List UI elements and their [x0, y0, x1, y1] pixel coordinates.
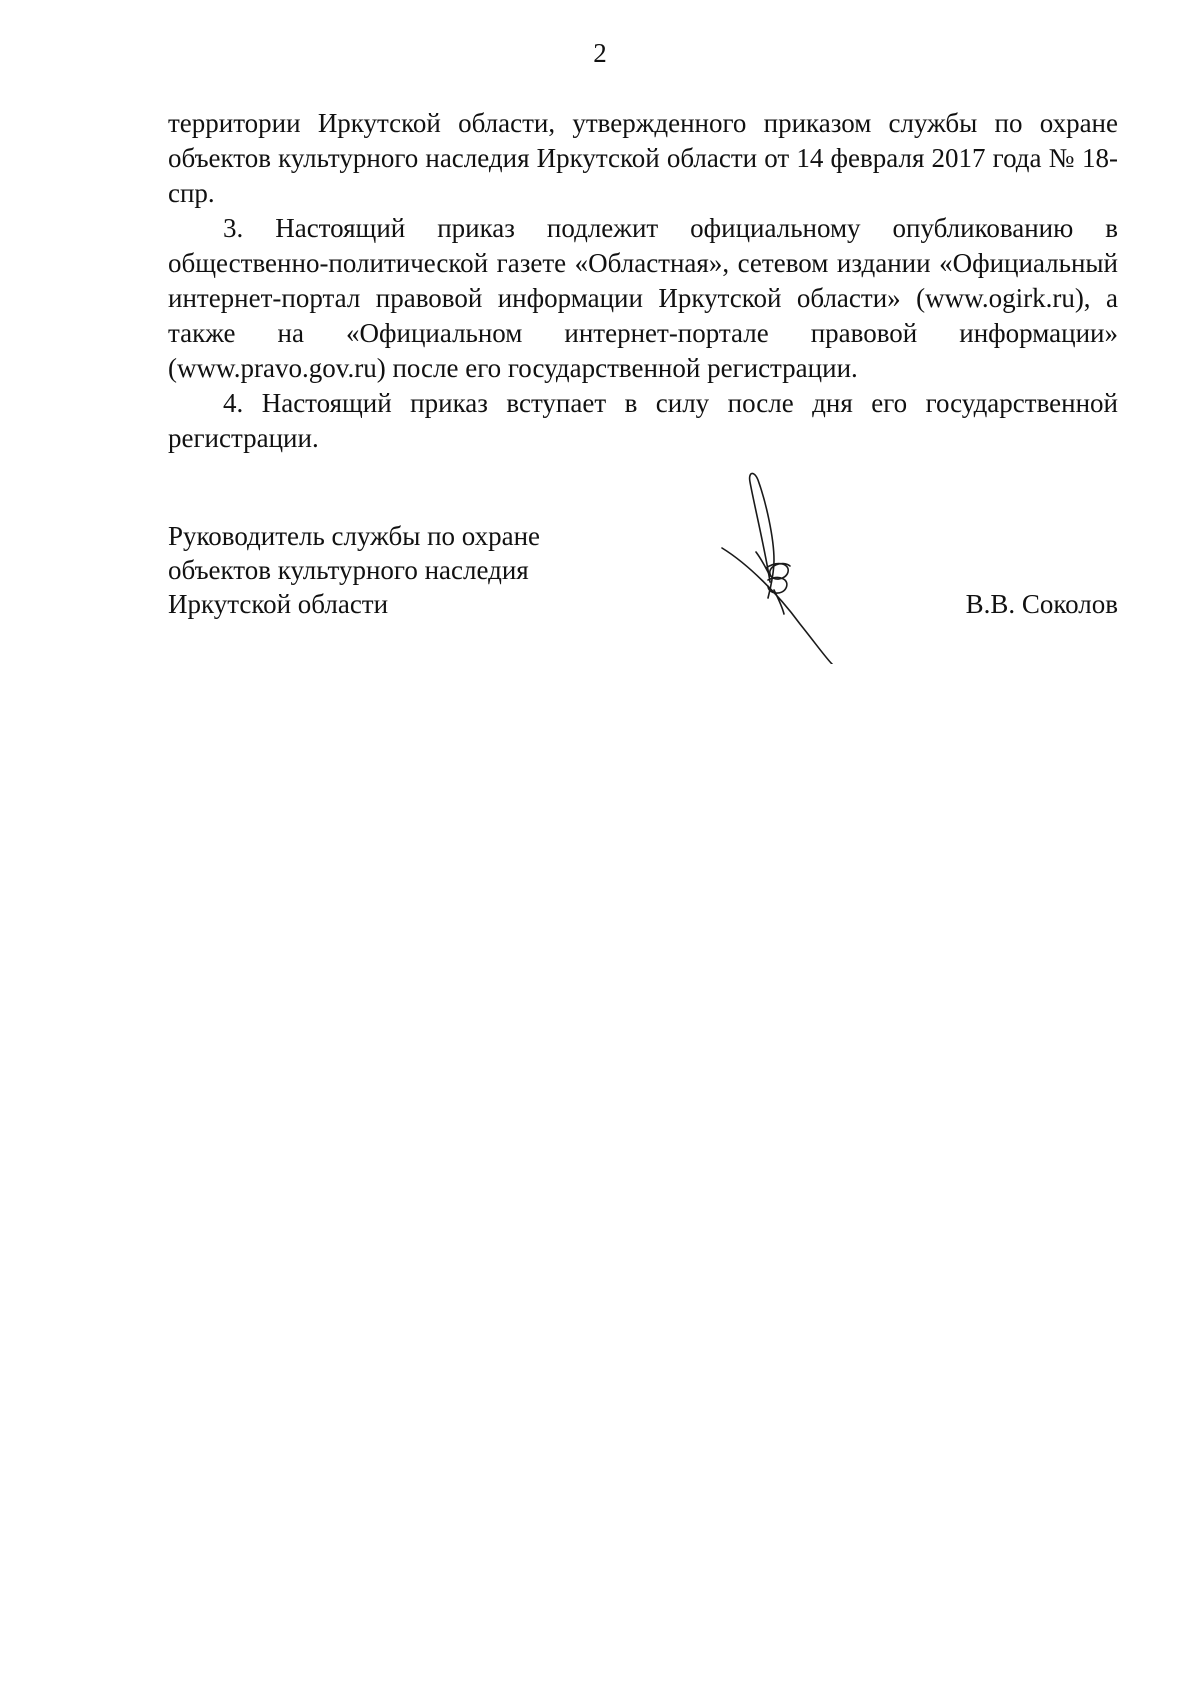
paragraph-4-effective-date: 4. Настоящий приказ вступает в силу после дня его государственной регистрации. — [168, 388, 1118, 453]
signer-title-line: объектов культурного наследия — [168, 555, 529, 585]
document-body — [168, 106, 1118, 456]
handwritten-signature — [708, 464, 868, 664]
signer-name: В.В. Соколов — [965, 589, 1118, 619]
paragraph-continuation: территории Иркутской области, утвержденного приказом службы по охране объектов культурного наследия Иркутской области от 14 февраля 2017 года № 18-спр. — [168, 108, 1118, 208]
paragraph-3-publication: 3. Настоящий приказ подлежит официальному опубликованию в общественно-политической газете «Областная», сетевом издании «Официальный интернет-портал правовой информации Иркутской области» (www.ogirk.ru), а также на «Официальном интернет-портале правовой информации» (www.pravo.gov.ru) после его государственной регистрации. — [168, 213, 1118, 383]
signer-title-line: Иркутской области — [168, 589, 389, 619]
signer-title-line: Руководитель службы по охране — [168, 521, 541, 551]
signature-block — [168, 519, 1118, 679]
page-number: 2 — [593, 38, 607, 68]
